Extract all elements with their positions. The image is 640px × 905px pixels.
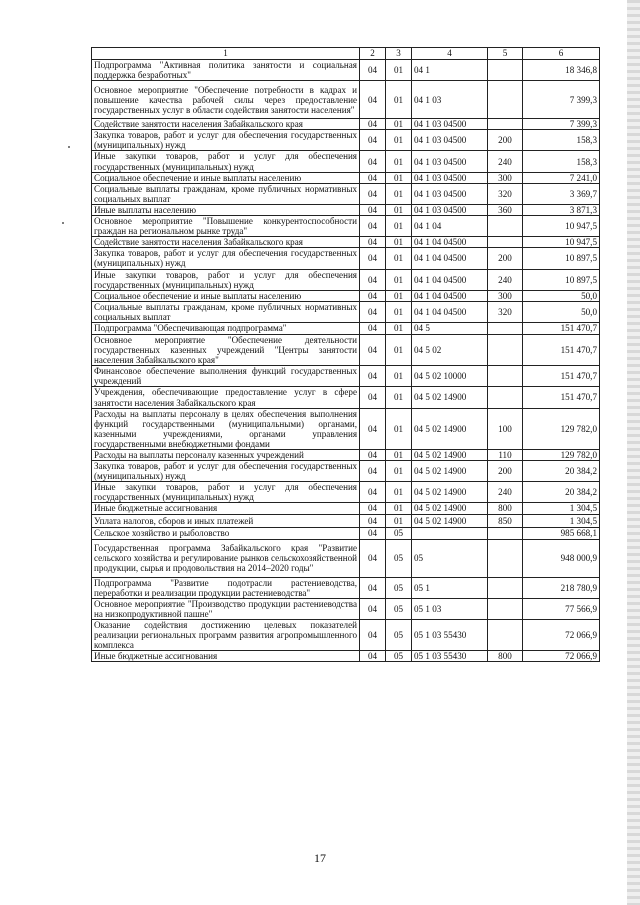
table-row — [92, 119, 600, 130]
cell-expense-type — [488, 539, 523, 577]
cell-section: 04 — [360, 366, 386, 387]
header-cell-target-code: 4 — [412, 48, 488, 60]
cell-amount: 158,3 — [523, 151, 600, 172]
cell-subsection: 05 — [386, 598, 412, 619]
cell-target-code: 04 1 04 04500 — [412, 301, 488, 322]
table-row — [92, 269, 600, 290]
table-row — [92, 130, 600, 151]
cell-name: Иные закупки товаров, работ и услуг для обеспечения государственных (муниципальных) нужд — [92, 269, 360, 290]
cell-target-code: 05 — [412, 539, 488, 577]
cell-amount: 77 566,9 — [523, 598, 600, 619]
cell-name: Уплата налогов, сборов и иных платежей — [92, 514, 360, 527]
cell-target-code: 04 1 04 04500 — [412, 237, 488, 248]
cell-section: 04 — [360, 651, 386, 662]
cell-target-code: 04 5 02 14900 — [412, 514, 488, 527]
cell-expense-type — [488, 387, 523, 408]
cell-amount: 3 871,3 — [523, 204, 600, 215]
cell-name: Иные выплаты населению — [92, 204, 360, 215]
cell-subsection: 01 — [386, 408, 412, 449]
cell-expense-type — [488, 334, 523, 365]
cell-expense-type — [488, 322, 523, 334]
cell-target-code: 04 1 04 04500 — [412, 290, 488, 301]
budget-table — [91, 47, 600, 662]
cell-subsection: 01 — [386, 482, 412, 503]
cell-name: Иные бюджетные ассигнования — [92, 503, 360, 514]
cell-name: Содействие занятости населения Забайкальского края — [92, 237, 360, 248]
cell-amount: 948 000,9 — [523, 539, 600, 577]
cell-subsection: 01 — [386, 514, 412, 527]
cell-name: Закупка товаров, работ и услуг для обеспечения государственных (муниципальных) нужд — [92, 130, 360, 151]
cell-target-code: 04 5 02 14900 — [412, 450, 488, 461]
cell-name: Содействие занятости населения Забайкальского края — [92, 119, 360, 130]
cell-name: Сельское хозяйство и рыболовство — [92, 527, 360, 539]
cell-section: 04 — [360, 450, 386, 461]
cell-expense-type: 360 — [488, 204, 523, 215]
cell-name: Социальное обеспечение и иные выплаты населению — [92, 290, 360, 301]
cell-target-code: 05 1 03 55430 — [412, 651, 488, 662]
scan-speck — [68, 146, 70, 148]
cell-section: 04 — [360, 301, 386, 322]
cell-section: 04 — [360, 216, 386, 237]
cell-expense-type: 850 — [488, 514, 523, 527]
cell-section: 04 — [360, 387, 386, 408]
cell-section: 04 — [360, 619, 386, 650]
page-number: 17 — [314, 851, 326, 865]
cell-subsection: 01 — [386, 269, 412, 290]
cell-target-code: 04 1 03 04500 — [412, 172, 488, 183]
table-row — [92, 216, 600, 237]
cell-subsection: 05 — [386, 577, 412, 598]
cell-section: 04 — [360, 269, 386, 290]
cell-name: Расходы на выплаты персоналу казенных учреждений — [92, 450, 360, 461]
cell-name: Финансовое обеспечение выполнения функций государственных учреждений — [92, 366, 360, 387]
cell-expense-type: 300 — [488, 172, 523, 183]
cell-name: Иные бюджетные ассигнования — [92, 651, 360, 662]
cell-subsection: 01 — [386, 301, 412, 322]
cell-section: 04 — [360, 60, 386, 81]
cell-subsection: 01 — [386, 183, 412, 204]
cell-amount: 10 897,5 — [523, 269, 600, 290]
cell-section: 04 — [360, 527, 386, 539]
cell-name: Подпрограмма "Развитие подотрасли растениеводства, переработки и реализации продукции растениеводства" — [92, 577, 360, 598]
cell-section: 04 — [360, 577, 386, 598]
cell-amount: 10 947,5 — [523, 237, 600, 248]
table-row — [92, 290, 600, 301]
table-row — [92, 461, 600, 482]
cell-target-code: 04 5 02 14900 — [412, 387, 488, 408]
cell-target-code: 05 1 03 55430 — [412, 619, 488, 650]
cell-target-code: 04 5 02 14900 — [412, 408, 488, 449]
cell-subsection: 05 — [386, 527, 412, 539]
cell-section: 04 — [360, 482, 386, 503]
table-row — [92, 366, 600, 387]
cell-subsection: 01 — [386, 366, 412, 387]
cell-amount: 7 241,0 — [523, 172, 600, 183]
table-row — [92, 334, 600, 365]
table-row — [92, 539, 600, 577]
cell-amount: 218 780,9 — [523, 577, 600, 598]
cell-subsection: 01 — [386, 450, 412, 461]
cell-expense-type — [488, 598, 523, 619]
cell-subsection: 01 — [386, 172, 412, 183]
cell-target-code: 05 1 — [412, 577, 488, 598]
cell-expense-type — [488, 216, 523, 237]
cell-subsection: 01 — [386, 503, 412, 514]
cell-section: 04 — [360, 322, 386, 334]
cell-section: 04 — [360, 204, 386, 215]
cell-target-code: 05 1 03 — [412, 598, 488, 619]
table-row — [92, 172, 600, 183]
table-row — [92, 237, 600, 248]
cell-name: Подпрограмма "Активная политика занятости и социальная поддержка безработных" — [92, 60, 360, 81]
cell-name: Государственная программа Забайкальского края "Развитие сельского хозяйства и регулирование рынков сельскохозяйственной продукции, сырья и продовольствия на 2014–2020 годы" — [92, 539, 360, 577]
cell-amount: 151 470,7 — [523, 366, 600, 387]
cell-subsection: 01 — [386, 130, 412, 151]
table-row — [92, 514, 600, 527]
cell-expense-type: 240 — [488, 151, 523, 172]
cell-amount: 20 384,2 — [523, 461, 600, 482]
table-row — [92, 387, 600, 408]
cell-target-code: 04 5 02 14900 — [412, 503, 488, 514]
cell-subsection: 01 — [386, 248, 412, 269]
cell-amount: 7 399,3 — [523, 81, 600, 119]
header-cell-subsection: 3 — [386, 48, 412, 60]
cell-amount: 10 897,5 — [523, 248, 600, 269]
cell-subsection: 01 — [386, 290, 412, 301]
cell-section: 04 — [360, 539, 386, 577]
cell-amount: 158,3 — [523, 130, 600, 151]
cell-name: Оказание содействия достижению целевых показателей реализации региональных программ развития агропромышленного комплекса — [92, 619, 360, 650]
cell-subsection: 01 — [386, 322, 412, 334]
cell-target-code: 04 1 03 04500 — [412, 151, 488, 172]
cell-name: Закупка товаров, работ и услуг для обеспечения государственных (муниципальных) нужд — [92, 248, 360, 269]
cell-amount: 20 384,2 — [523, 482, 600, 503]
cell-name: Основное мероприятие "Повышение конкурентоспособности граждан на региональном рынке труда" — [92, 216, 360, 237]
cell-amount: 10 947,5 — [523, 216, 600, 237]
cell-expense-type: 240 — [488, 482, 523, 503]
cell-section: 04 — [360, 183, 386, 204]
table-row — [92, 527, 600, 539]
cell-target-code — [412, 527, 488, 539]
table-row — [92, 151, 600, 172]
cell-name: Основное мероприятие "Производство продукции растениеводства на низкопродуктивной пашне" — [92, 598, 360, 619]
cell-expense-type — [488, 577, 523, 598]
table-row — [92, 577, 600, 598]
cell-expense-type — [488, 619, 523, 650]
table-row — [92, 183, 600, 204]
header-cell-expense-type: 5 — [488, 48, 523, 60]
table-row — [92, 248, 600, 269]
cell-subsection: 01 — [386, 461, 412, 482]
cell-section: 04 — [360, 290, 386, 301]
cell-subsection: 01 — [386, 151, 412, 172]
cell-amount: 985 668,1 — [523, 527, 600, 539]
cell-section: 04 — [360, 81, 386, 119]
cell-amount: 129 782,0 — [523, 408, 600, 449]
table-row — [92, 598, 600, 619]
cell-section: 04 — [360, 514, 386, 527]
table-row — [92, 60, 600, 81]
cell-expense-type: 240 — [488, 269, 523, 290]
cell-subsection: 05 — [386, 619, 412, 650]
cell-subsection: 01 — [386, 387, 412, 408]
cell-section: 04 — [360, 461, 386, 482]
cell-amount: 151 470,7 — [523, 334, 600, 365]
cell-name: Основное мероприятие "Обеспечение деятельности государственных казенных учреждений "Центры занятости населения Забайкальского края" — [92, 334, 360, 365]
cell-amount: 151 470,7 — [523, 387, 600, 408]
cell-expense-type: 100 — [488, 408, 523, 449]
cell-expense-type — [488, 60, 523, 81]
cell-target-code: 04 1 03 04500 — [412, 204, 488, 215]
cell-amount: 72 066,9 — [523, 651, 600, 662]
cell-subsection: 01 — [386, 216, 412, 237]
cell-name: Учреждения, обеспечивающие предоставление услуг в сфере занятости населения Забайкальского края — [92, 387, 360, 408]
cell-expense-type: 320 — [488, 301, 523, 322]
cell-expense-type — [488, 119, 523, 130]
cell-section: 04 — [360, 334, 386, 365]
cell-amount: 50,0 — [523, 301, 600, 322]
cell-target-code: 04 5 02 14900 — [412, 461, 488, 482]
scanned-page-edge — [627, 0, 640, 905]
cell-target-code: 04 1 — [412, 60, 488, 81]
table-row — [92, 301, 600, 322]
cell-amount: 1 304,5 — [523, 514, 600, 527]
cell-target-code: 04 1 03 04500 — [412, 130, 488, 151]
cell-expense-type: 320 — [488, 183, 523, 204]
cell-expense-type: 200 — [488, 130, 523, 151]
table-row — [92, 450, 600, 461]
cell-target-code: 04 1 04 04500 — [412, 248, 488, 269]
header-row — [92, 48, 600, 60]
cell-target-code: 04 1 03 — [412, 81, 488, 119]
cell-target-code: 04 1 03 04500 — [412, 183, 488, 204]
cell-section: 04 — [360, 408, 386, 449]
cell-target-code: 04 5 02 10000 — [412, 366, 488, 387]
cell-target-code: 04 5 02 — [412, 334, 488, 365]
cell-name: Подпрограмма "Обеспечивающая подпрограмма" — [92, 322, 360, 334]
table-row — [92, 81, 600, 119]
cell-expense-type — [488, 366, 523, 387]
table-row — [92, 482, 600, 503]
cell-amount: 7 399,3 — [523, 119, 600, 130]
cell-expense-type: 200 — [488, 248, 523, 269]
cell-target-code: 04 1 03 04500 — [412, 119, 488, 130]
header-cell-section: 2 — [360, 48, 386, 60]
cell-target-code: 04 5 — [412, 322, 488, 334]
cell-amount: 151 470,7 — [523, 322, 600, 334]
table-row — [92, 619, 600, 650]
cell-expense-type: 800 — [488, 503, 523, 514]
cell-amount: 18 346,8 — [523, 60, 600, 81]
cell-expense-type — [488, 237, 523, 248]
cell-subsection: 05 — [386, 651, 412, 662]
header-cell-amount: 6 — [523, 48, 600, 60]
cell-name: Иные закупки товаров, работ и услуг для обеспечения государственных (муниципальных) нужд — [92, 151, 360, 172]
cell-expense-type: 800 — [488, 651, 523, 662]
cell-section: 04 — [360, 151, 386, 172]
table-row — [92, 651, 600, 662]
cell-subsection: 01 — [386, 237, 412, 248]
cell-target-code: 04 5 02 14900 — [412, 482, 488, 503]
table-row — [92, 408, 600, 449]
cell-subsection: 01 — [386, 119, 412, 130]
cell-name: Социальное обеспечение и иные выплаты населению — [92, 172, 360, 183]
cell-expense-type: 300 — [488, 290, 523, 301]
cell-target-code: 04 1 04 — [412, 216, 488, 237]
table-row — [92, 204, 600, 215]
cell-section: 04 — [360, 237, 386, 248]
cell-subsection: 01 — [386, 60, 412, 81]
cell-expense-type — [488, 527, 523, 539]
cell-name: Иные закупки товаров, работ и услуг для обеспечения государственных (муниципальных) нужд — [92, 482, 360, 503]
cell-section: 04 — [360, 130, 386, 151]
cell-expense-type: 200 — [488, 461, 523, 482]
cell-amount: 129 782,0 — [523, 450, 600, 461]
cell-name: Социальные выплаты гражданам, кроме публичных нормативных социальных выплат — [92, 183, 360, 204]
cell-name: Расходы на выплаты персоналу в целях обеспечения выполнения функций государственными (муниципальными) органами, казенными учреждениями, органами управления государственными внебюджетными фондами — [92, 408, 360, 449]
cell-section: 04 — [360, 503, 386, 514]
cell-section: 04 — [360, 248, 386, 269]
cell-amount: 50,0 — [523, 290, 600, 301]
scan-speck — [62, 222, 64, 224]
table-row — [92, 322, 600, 334]
cell-amount: 72 066,9 — [523, 619, 600, 650]
cell-name: Основное мероприятие "Обеспечение потребности в кадрах и повышение качества рабочей силы через предоставление государственных услуг в области содействия занятости населения" — [92, 81, 360, 119]
cell-section: 04 — [360, 598, 386, 619]
cell-subsection: 05 — [386, 539, 412, 577]
cell-name: Социальные выплаты гражданам, кроме публичных нормативных социальных выплат — [92, 301, 360, 322]
cell-amount: 1 304,5 — [523, 503, 600, 514]
cell-expense-type — [488, 81, 523, 119]
cell-target-code: 04 1 04 04500 — [412, 269, 488, 290]
cell-section: 04 — [360, 172, 386, 183]
cell-expense-type: 110 — [488, 450, 523, 461]
cell-subsection: 01 — [386, 334, 412, 365]
cell-name: Закупка товаров, работ и услуг для обеспечения государственных (муниципальных) нужд — [92, 461, 360, 482]
cell-subsection: 01 — [386, 204, 412, 215]
header-cell-name: 1 — [92, 48, 360, 60]
cell-subsection: 01 — [386, 81, 412, 119]
cell-amount: 3 369,7 — [523, 183, 600, 204]
table-row — [92, 503, 600, 514]
cell-section: 04 — [360, 119, 386, 130]
